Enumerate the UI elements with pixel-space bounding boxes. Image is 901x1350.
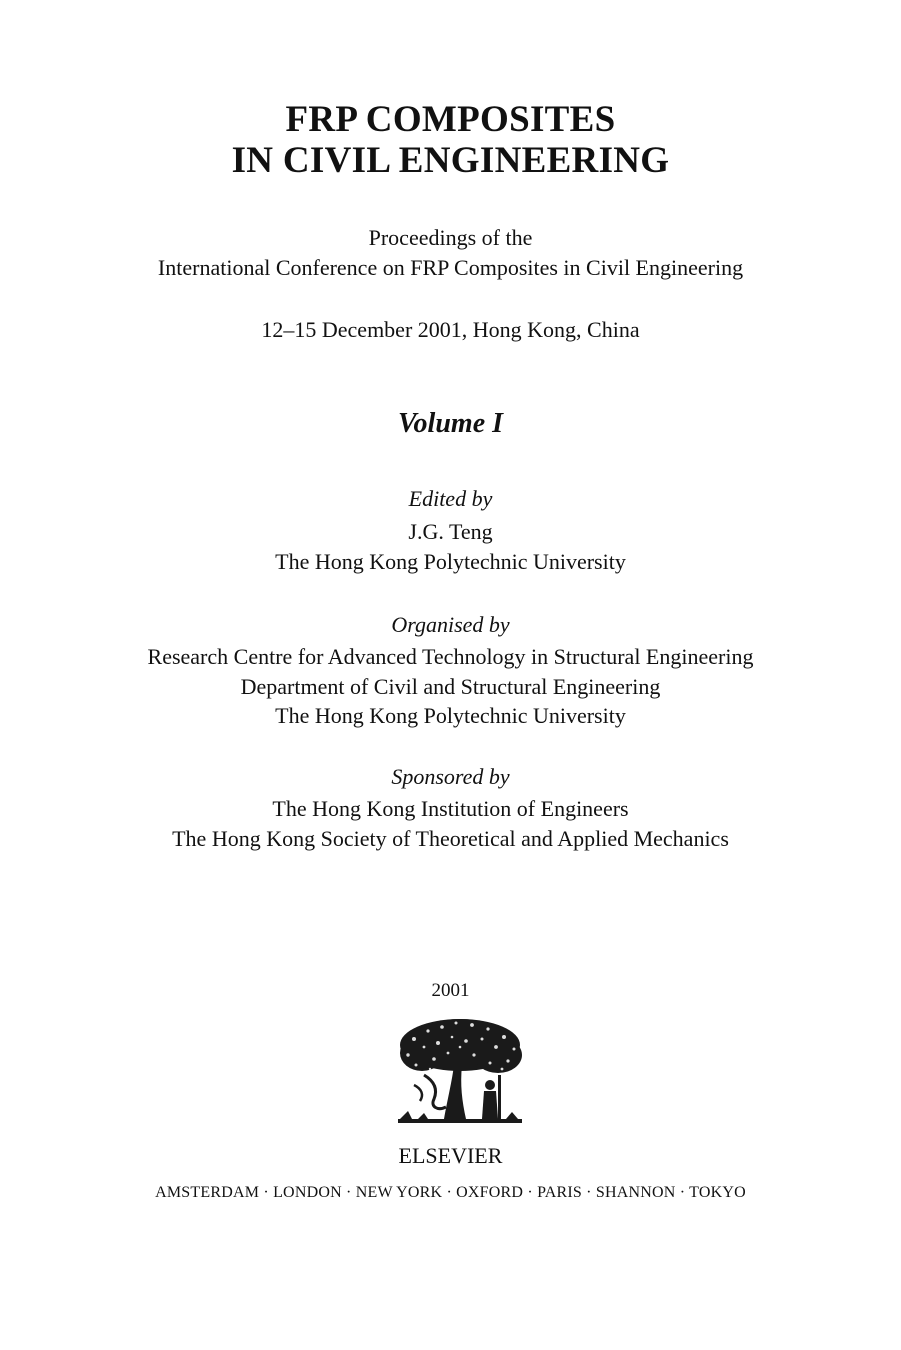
proceedings-line-2: International Conference on FRP Composites in Civil Engineering [157,255,744,280]
editor-name: J.G. Teng [408,519,493,544]
organiser-line-3: The Hong Kong Polytechnic University [275,703,626,728]
publisher-cities: AMSTERDAM · LONDON · NEW YORK · OXFORD · PARIS · SHANNON · TOKYO [155,1184,746,1201]
organiser-line-1: Research Centre for Advanced Technology in Structural Engineering [147,644,754,669]
book-title-line-2: IN CIVIL ENGINEERING [231,140,670,181]
conference-dates: 12–15 December 2001, Hong Kong, China [261,317,640,342]
volume-label: Volume I [397,408,504,439]
book-title-line-1: FRP COMPOSITES [285,99,616,140]
sponsored-by-heading: Sponsored by [391,764,510,789]
elsevier-tree-logo-icon [394,1015,526,1129]
publisher-name: ELSEVIER [398,1143,503,1168]
sponsor-line-1: The Hong Kong Institution of Engineers [272,796,629,821]
sponsor-line-2: The Hong Kong Society of Theoretical and Applied Mechanics [172,826,729,851]
editor-affiliation: The Hong Kong Polytechnic University [275,549,626,574]
proceedings-line-1: Proceedings of the [368,225,533,250]
organiser-line-2: Department of Civil and Structural Engineering [240,674,661,699]
edited-by-heading: Edited by [408,486,493,511]
publication-year: 2001 [431,980,470,1001]
organised-by-heading: Organised by [391,612,510,637]
